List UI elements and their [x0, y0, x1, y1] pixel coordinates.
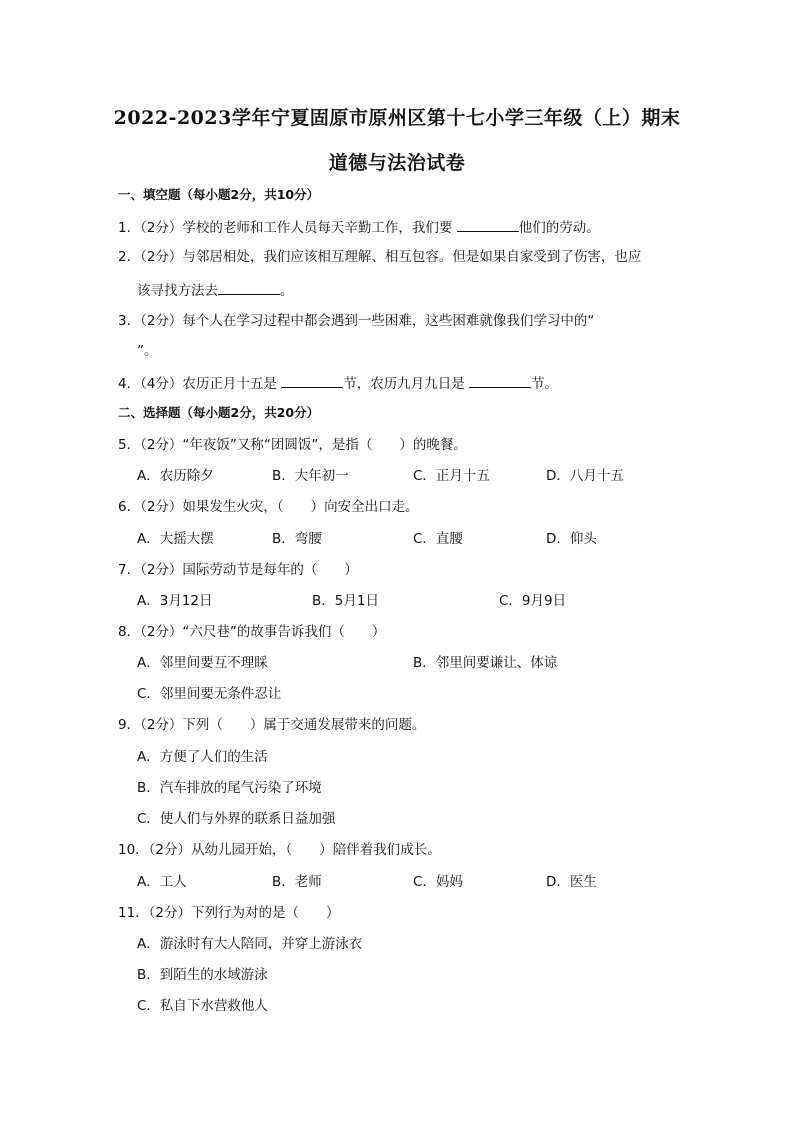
- question-7-option-c: C．9月9日: [499, 593, 567, 609]
- question-2-line2: [137, 280, 294, 300]
- question-7-option-b: B．5月1日: [312, 593, 379, 609]
- question-11-stem: 11．（2分）下列行为对的是（ ）: [118, 905, 340, 921]
- question-9-option-c: C．使人们与外界的联系日益加强: [137, 811, 336, 827]
- question-2-line1: 2．（2分）与邻居相处，我们应该相互理解、相互包容。但是如果自家受到了伤害，也应: [118, 249, 642, 265]
- question-11-option-a: A．游泳时有大人陪同，并穿上游泳衣: [137, 936, 363, 952]
- question-2-text-b: 该寻找方法去: [137, 283, 218, 299]
- question-8-option-c: C．邻里间要无条件忍让: [137, 686, 282, 702]
- answer-blank: [218, 280, 280, 295]
- question-6-option-a: A．大摇大摆: [137, 531, 214, 547]
- question-3-line1: 3．（2分）每个人在学习过程中都会遇到一些困难，这些困难就像我们学习中的“: [118, 313, 595, 329]
- question-8-stem: 8．（2分）“六尺巷”的故事告诉我们（ ）: [118, 624, 386, 640]
- question-10-option-b: B．老师: [272, 874, 322, 890]
- question-9-option-b: B．汽车排放的尾气污染了环境: [137, 780, 322, 796]
- question-9-stem: 9．（2分）下列（ ）属于交通发展带来的问题。: [118, 717, 426, 733]
- question-7-stem: 7．（2分）国际劳动节是每年的（ ）: [118, 562, 358, 578]
- question-4-text-b: 节，农历九月九日是: [343, 376, 470, 392]
- exam-title-line2: 道德与法治试卷: [328, 152, 466, 174]
- question-11-option-b: B．到陌生的水域游泳: [137, 967, 268, 983]
- answer-blank: [281, 373, 343, 388]
- question-6-option-c: C．直腰: [413, 531, 463, 547]
- question-5-option-c: C．正月十五: [413, 468, 490, 484]
- section-choice-heading: 二、选择题（每小题2分，共20分）: [118, 405, 320, 420]
- question-6-stem: 6．（2分）如果发生火灾，（ ）向安全出口走。: [118, 499, 419, 515]
- question-2-text-c: 。: [280, 283, 294, 299]
- question-8-option-b: B．邻里间要谦让、体谅: [413, 655, 558, 671]
- question-5-option-b: B．大年初一: [272, 468, 349, 484]
- question-6-option-d: D．仰头: [546, 531, 597, 547]
- question-1-text-a: 1．（2分）学校的老师和工作人员每天辛勤工作，我们要: [118, 220, 457, 236]
- answer-blank: [457, 217, 519, 232]
- question-8-option-a: A．邻里间要互不理睬: [137, 655, 268, 671]
- question-5-option-d: D．八月十五: [546, 468, 624, 484]
- question-4-text-a: 4．（4分）农历正月十五是: [118, 376, 282, 392]
- question-9-option-a: A．方便了人们的生活: [137, 749, 268, 765]
- question-10-option-d: D．医生: [546, 874, 597, 890]
- answer-blank: [469, 373, 531, 388]
- question-6-option-b: B．弯腰: [272, 531, 322, 547]
- question-3-line2: ”。: [137, 343, 158, 359]
- exam-title-line1: 2022-2023学年宁夏固原市原州区第十七小学三年级（上）期末: [113, 107, 681, 129]
- question-10-option-c: C．妈妈: [413, 874, 463, 890]
- question-7-option-a: A．3月12日: [137, 593, 213, 609]
- question-10-option-a: A．工人: [137, 874, 187, 890]
- question-1-text-b: 他们的劳动。: [518, 220, 600, 236]
- question-5-stem: 5．（2分）“年夜饭”又称“团圆饭”，是指（ ）的晚餐。: [118, 437, 467, 453]
- question-10-stem: 10．（2分）从幼儿园开始，（ ）陪伴着我们成长。: [118, 842, 441, 858]
- question-1: [118, 217, 600, 237]
- section-fill-heading: 一、填空题（每小题2分，共10分）: [118, 187, 320, 202]
- question-4: [118, 373, 558, 393]
- question-5-option-a: A．农历除夕: [137, 468, 214, 484]
- question-11-option-c: C．私自下水营救他人: [137, 998, 268, 1014]
- question-4-text-c: 节。: [531, 376, 559, 392]
